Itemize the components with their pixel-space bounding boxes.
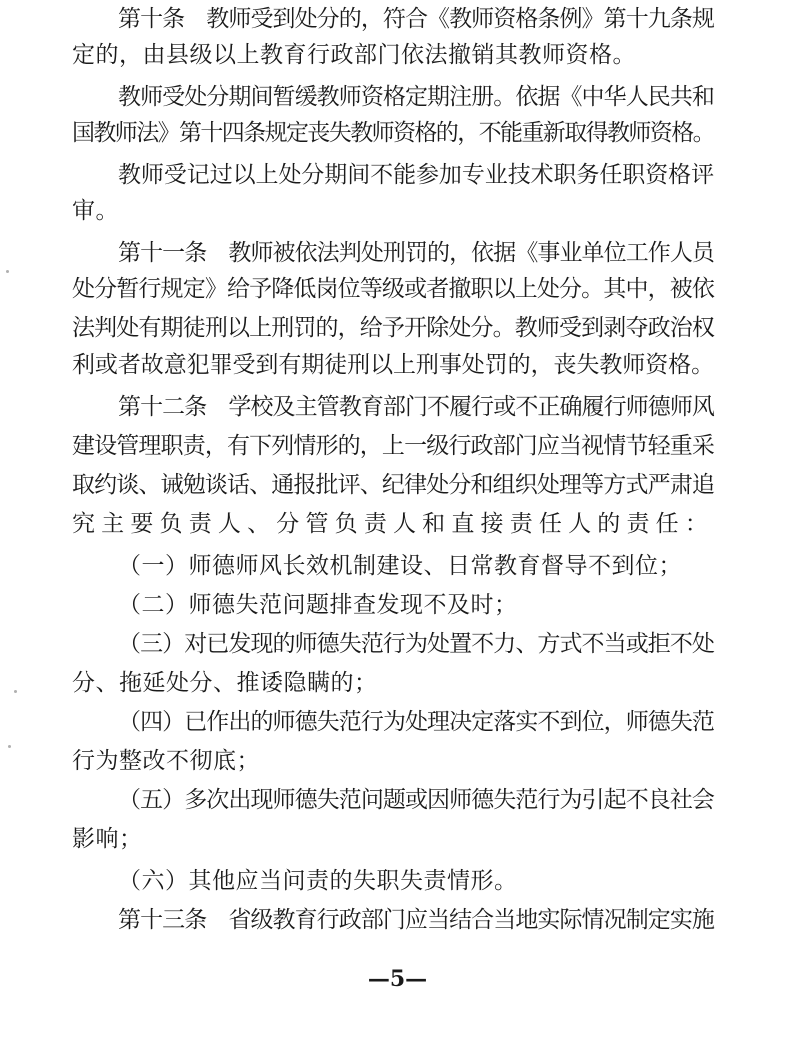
text-line: （二）师德失范问题排查发现不及时； [118, 592, 518, 618]
page-number: —5— [367, 966, 428, 992]
text-line: 教师受处分期间暂缓教师资格定期注册。依据《中华人民共和 [118, 84, 715, 110]
text-line: （四）已作出的师德失范行为处理决定落实不到位，师德失范 [118, 709, 715, 735]
text-line: 第十一条 教师被依法判处刑罚的，依据《事业单位工作人员 [118, 240, 715, 266]
text-line: 第十条 教师受到处分的，符合《教师资格条例》第十九条规 [118, 6, 715, 32]
text-line: 影响； [72, 826, 143, 852]
text-line: 国教师法》第十四条规定丧失教师资格的，不能重新取得教师资格。 [72, 120, 715, 146]
text-line: 究主要负责人、分管负责人和直接责任人的责任： [72, 511, 714, 537]
text-line: 利或者故意犯罪受到有期徒刑以上刑事处罚的，丧失教师资格。 [72, 352, 715, 378]
text-line: 建设管理职责，有下列情形的，上一级行政部门应当视情节轻重采 [72, 433, 715, 459]
text-line: 第十三条 省级教育行政部门应当结合当地实际情况制定实施 [118, 907, 715, 933]
scan-speck [8, 745, 11, 748]
scan-speck [14, 690, 17, 693]
text-line: （三）对已发现的师德失范行为处置不力、方式不当或拒不处 [118, 631, 715, 657]
text-line: 取约谈、诫勉谈话、通报批评、纪律处分和组织处理等方式严肃追 [72, 472, 715, 498]
text-line: 审。 [72, 198, 119, 224]
text-line: 处分暂行规定》给予降低岗位等级或者撤职以上处分。其中，被依 [72, 276, 715, 302]
text-line: （五）多次出现师德失范问题或因师德失范行为引起不良社会 [118, 787, 715, 813]
text-line: （六）其他应当问责的失职失责情形。 [118, 868, 518, 894]
text-line: 分、拖延处分、推诿隐瞒的； [72, 670, 378, 696]
text-line: 第十二条 学校及主管教育部门不履行或不正确履行师德师风 [118, 394, 715, 420]
text-line: 法判处有期徒刑以上刑罚的，给予开除处分。教师受到剥夺政治权 [72, 315, 715, 341]
text-line: 行为整改不彻底； [72, 748, 260, 774]
scan-speck [6, 270, 9, 273]
text-line: （一）师德师风长效机制建设、日常教育督导不到位； [118, 553, 682, 579]
text-line: 教师受记过以上处分期间不能参加专业技术职务任职资格评 [118, 162, 715, 188]
text-line: 定的，由县级以上教育行政部门依法撤销其教师资格。 [72, 42, 636, 68]
